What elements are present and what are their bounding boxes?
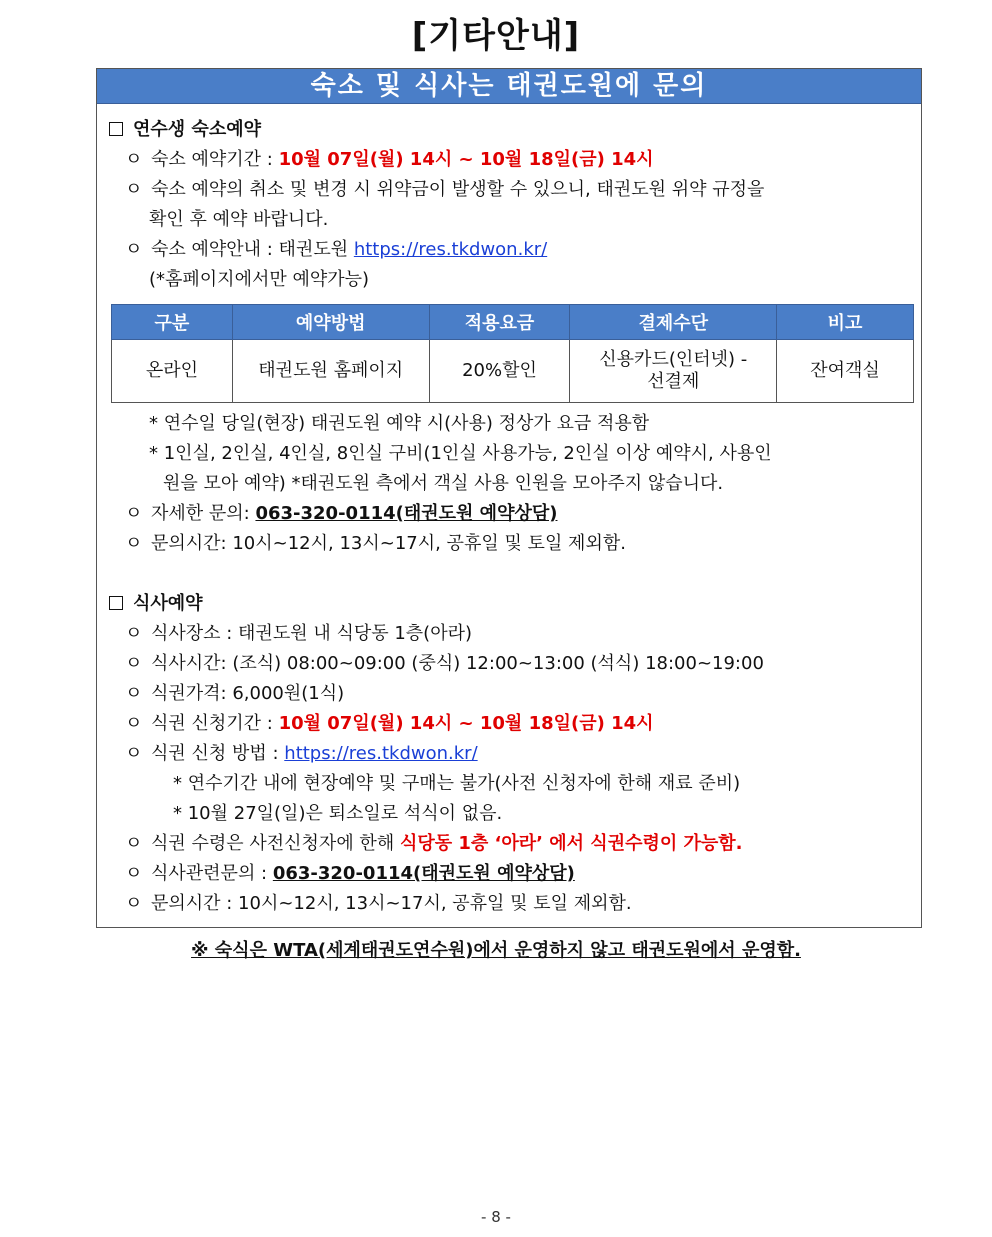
meal-price: ㅇ 식권가격: 6,000원(1식) bbox=[125, 683, 345, 704]
cell-payment: 신용카드(인터넷) - 선결제 bbox=[570, 340, 777, 403]
bullet-icon: ㅇ bbox=[125, 623, 143, 644]
bullet-icon: ㅇ bbox=[125, 533, 143, 554]
meal-link[interactable]: https://res.tkdwon.kr/ bbox=[284, 743, 478, 764]
meal-place: ㅇ 식사장소 : 태권도원 내 식당동 1층(아라) bbox=[125, 623, 472, 644]
header-note: 비고 bbox=[777, 305, 914, 340]
bullet-icon: ㅇ bbox=[125, 833, 143, 854]
bullet-icon: ㅇ bbox=[125, 683, 143, 704]
lodging-cancel-cont: 확인 후 예약 바랍니다. bbox=[149, 209, 329, 230]
meal-heading: 식사예약 bbox=[109, 593, 203, 615]
bullet-icon: ㅇ bbox=[125, 863, 143, 884]
bullet-icon: ㅇ bbox=[125, 239, 143, 260]
cell-note: 잔여객실 bbox=[777, 340, 914, 403]
bullet-icon: ㅇ bbox=[125, 743, 143, 764]
lodging-period: ㅇ 숙소 예약기간 : 10월 07일(월) 14시 ~ 10월 18일(금) 14시 bbox=[125, 149, 654, 170]
checkbox-square-icon bbox=[109, 122, 123, 136]
meal-inquiry: ㅇ 식사관련문의 : 063-320-0114(태권도원 예약상담) bbox=[125, 863, 575, 884]
page-number: - 8 - bbox=[481, 1208, 511, 1226]
lodging-inquiry: ㅇ 자세한 문의: 063-320-0114(태권도원 예약상담) bbox=[125, 503, 558, 524]
meal-hours: ㅇ 문의시간 : 10시~12시, 13시~17시, 공휴일 및 토일 제외함. bbox=[125, 893, 632, 914]
meal-time: ㅇ 식사시간: (조식) 08:00~09:00 (중식) 12:00~13:00 (석식) 18:00~19:00 bbox=[125, 653, 764, 674]
lodging-link[interactable]: https://res.tkdwon.kr/ bbox=[353, 239, 548, 260]
lodging-heading: 연수생 숙소예약 bbox=[109, 119, 261, 141]
cell-method: 태권도원 홈페이지 bbox=[232, 340, 429, 403]
header-payment: 결제수단 bbox=[570, 305, 777, 340]
lodging-guide-note: (*홈페이지에서만 예약가능) bbox=[149, 269, 370, 290]
header-category: 구분 bbox=[112, 305, 233, 340]
header-rate: 적용요금 bbox=[429, 305, 570, 340]
lodging-hours: ㅇ 문의시간: 10시~12시, 13시~17시, 공휴일 및 토일 제외함. bbox=[125, 533, 626, 554]
checkbox-square-icon bbox=[109, 596, 123, 610]
bullet-icon: ㅇ bbox=[125, 503, 143, 524]
bullet-icon: ㅇ bbox=[125, 149, 143, 170]
cell-category: 온라인 bbox=[112, 340, 233, 403]
meal-method: ㅇ 식권 신청 방법 : https://res.tkdwon.kr/ bbox=[125, 743, 478, 764]
table-row bbox=[112, 340, 914, 403]
meal-note-1: * 연수기간 내에 현장예약 및 구매는 불가(사전 신청자에 한해 재료 준비) bbox=[173, 773, 741, 794]
header-method: 예약방법 bbox=[232, 305, 429, 340]
page-title: [기타안내] bbox=[411, 16, 581, 56]
rates-table bbox=[111, 304, 914, 403]
bullet-icon: ㅇ bbox=[125, 653, 143, 674]
meal-pickup: ㅇ 식권 수령은 사전신청자에 한해 식당동 1층 ‘아라’ 에서 식권수령이 가능함. bbox=[125, 833, 743, 854]
bullet-icon: ㅇ bbox=[125, 893, 143, 914]
lodging-guide: ㅇ 숙소 예약안내 : 태권도원 https://res.tkdwon.kr/ bbox=[125, 239, 548, 260]
footnote: ※ 숙식은 WTA(세계태권도연수원)에서 운영하지 않고 태권도원에서 운영함. bbox=[191, 940, 801, 961]
bullet-icon: ㅇ bbox=[125, 179, 143, 200]
lodging-note-1: * 연수일 당일(현장) 태권도원 예약 시(사용) 정상가 요금 적용함 bbox=[149, 413, 650, 434]
bullet-icon: ㅇ bbox=[125, 713, 143, 734]
lodging-cancel: ㅇ 숙소 예약의 취소 및 변경 시 위약금이 발생할 수 있으니, 태권도원 위약 규정을 bbox=[125, 179, 765, 200]
meal-note-2: * 10월 27일(일)은 퇴소일로 석식이 없음. bbox=[173, 803, 503, 824]
box-title: 숙소 및 식사는 태권도원에 문의 bbox=[97, 69, 921, 104]
cell-rate: 20%할인 bbox=[429, 340, 570, 403]
lodging-note-2-cont: 원을 모아 예약) *태권도원 측에서 객실 사용 인원을 모아주지 않습니다. bbox=[163, 473, 724, 494]
meal-period: ㅇ 식권 신청기간 : 10월 07일(월) 14시 ~ 10월 18일(금) 14시 bbox=[125, 713, 654, 734]
table-header-row bbox=[112, 305, 914, 340]
lodging-note-2: * 1인실, 2인실, 4인실, 8인실 구비(1인실 사용가능, 2인실 이상 예약시, 사용인 bbox=[149, 443, 772, 464]
info-box bbox=[96, 68, 922, 928]
